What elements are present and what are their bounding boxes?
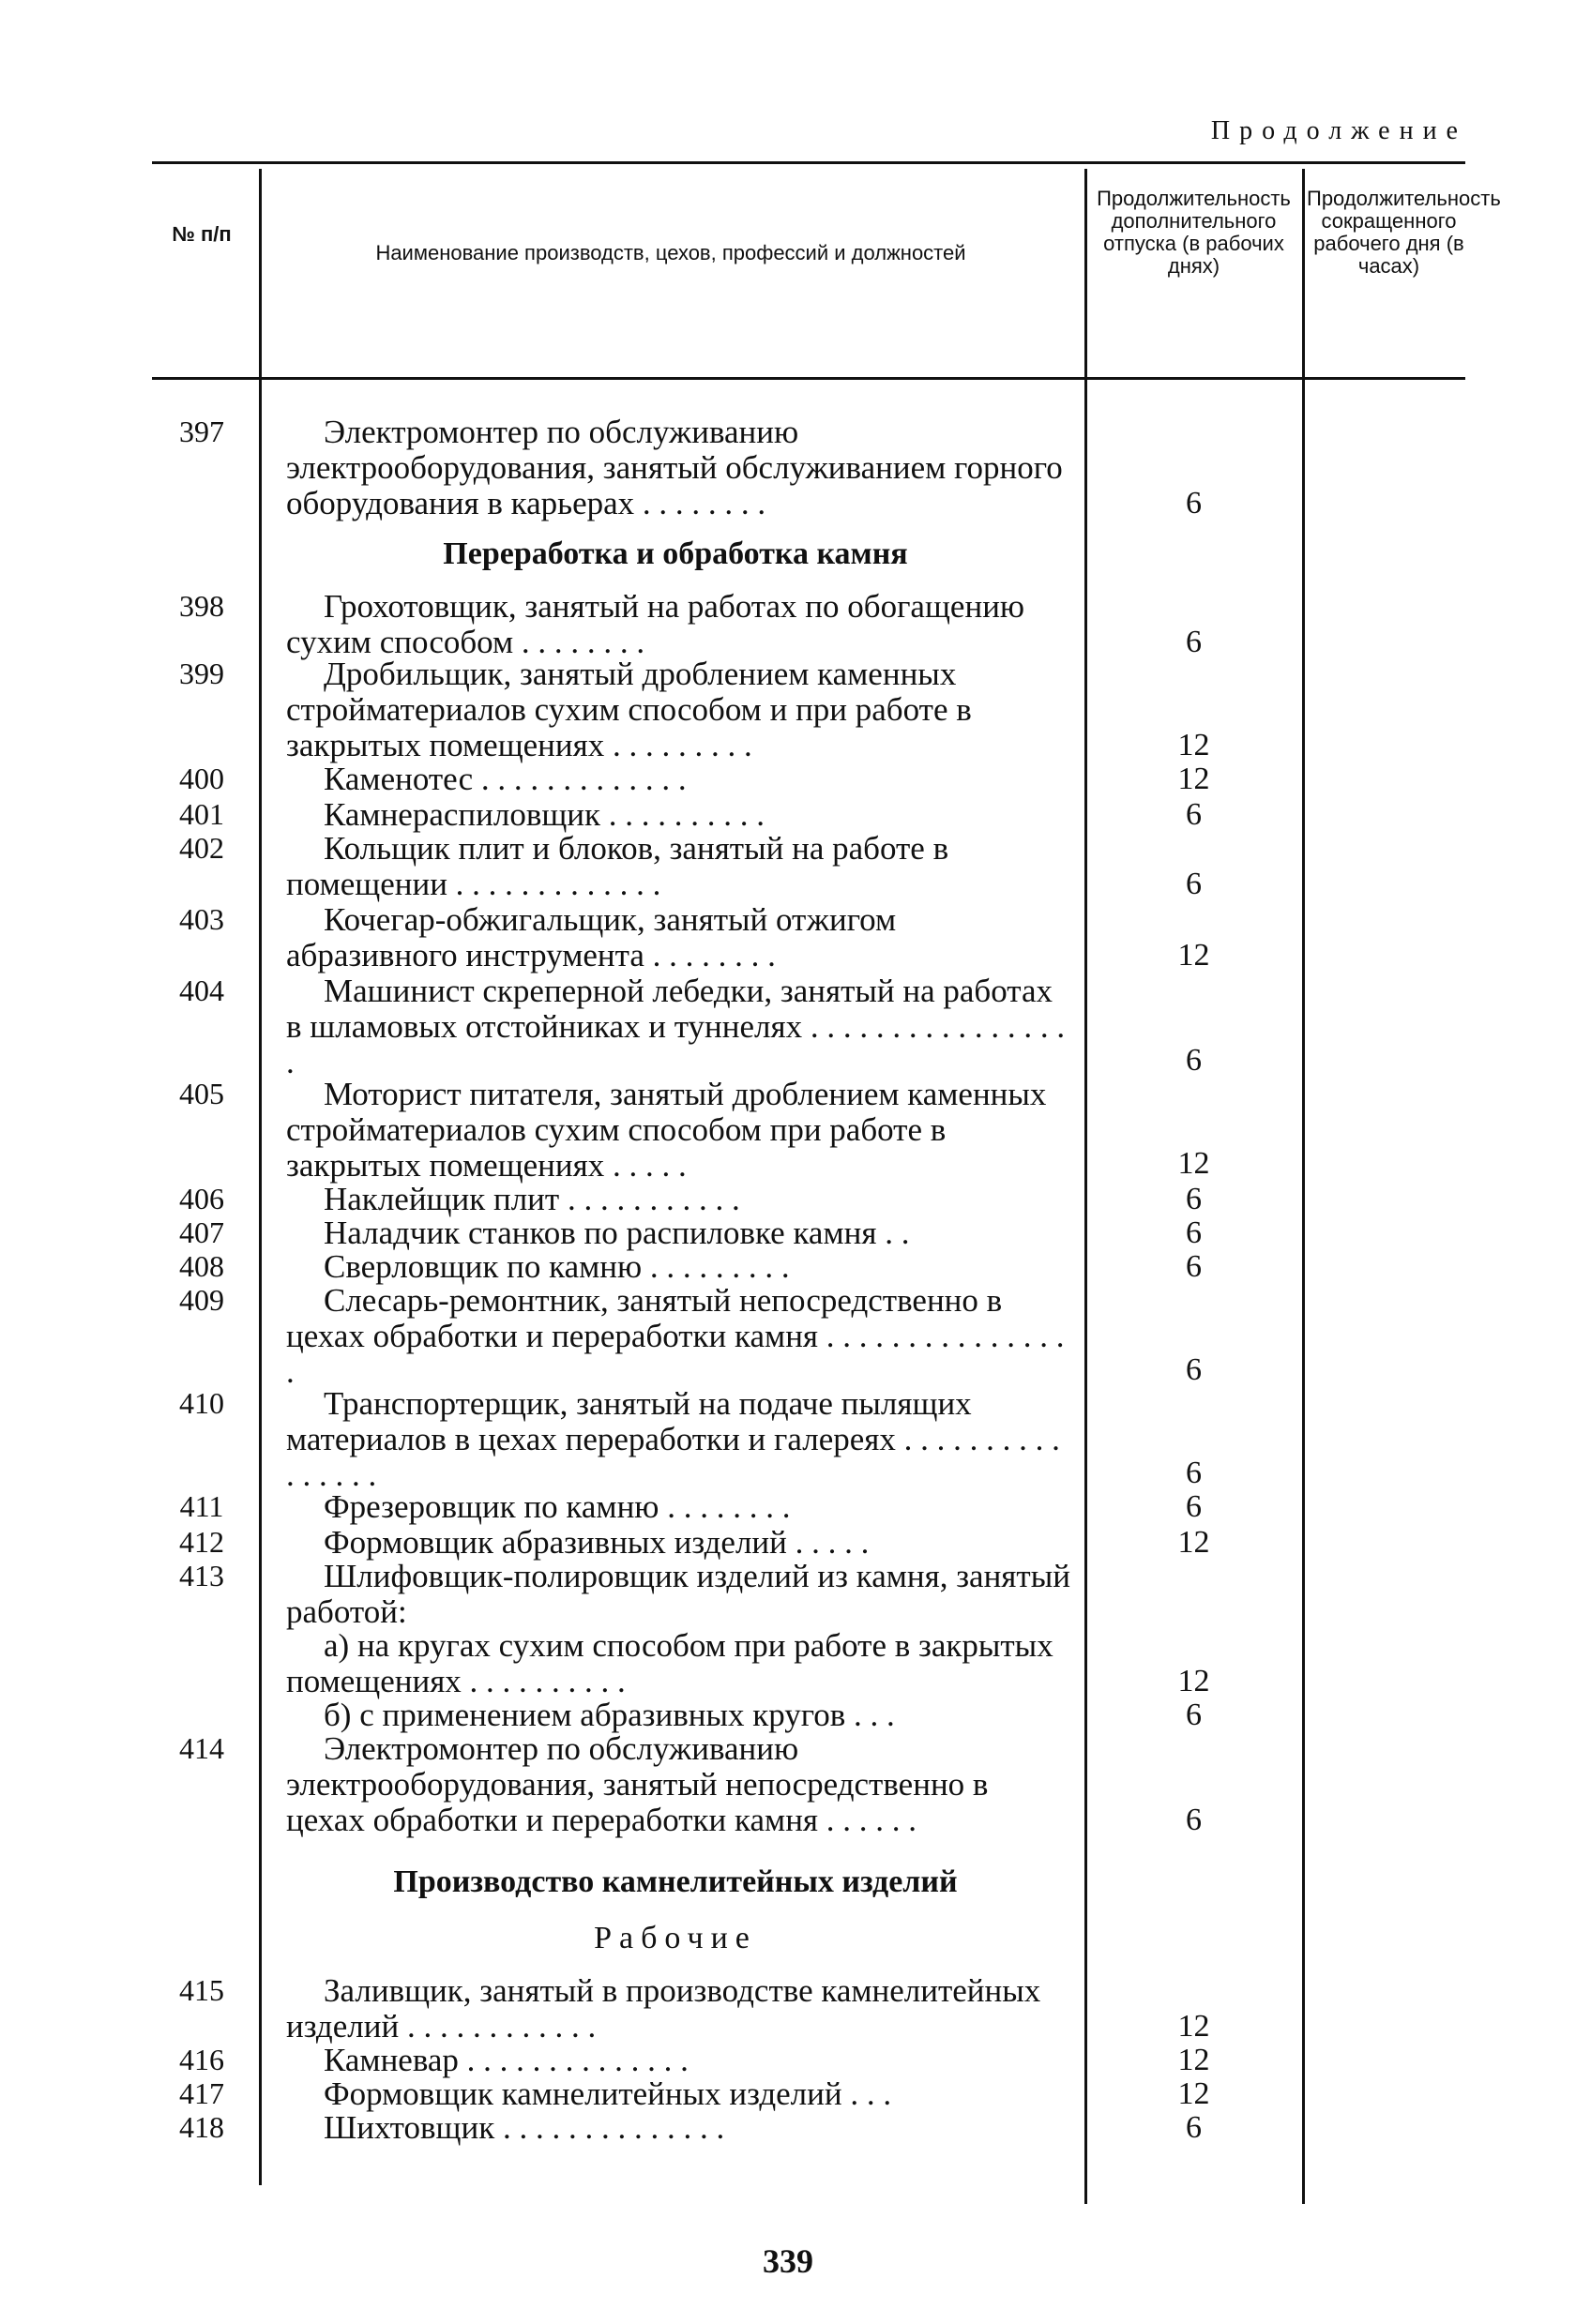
row-leave: 12: [1177, 2043, 1210, 2077]
row-number: 407: [179, 1215, 224, 1249]
row-name-sub: а) на кругах сухим способом при работе в закрытых помещениях . . . . . . . . . .: [286, 1628, 1053, 1699]
page-number: 339: [763, 2242, 813, 2280]
row-number: 415: [179, 1973, 224, 2007]
header-bottom-rule: [152, 377, 1465, 380]
row-number: 401: [179, 797, 224, 831]
row-name: Наладчик станков по распиловке камня . .: [324, 1215, 910, 1251]
row-leave: 12: [1177, 1525, 1210, 1560]
row-leave: 12: [1177, 2009, 1210, 2044]
row-name: Каменотес . . . . . . . . . . . . .: [324, 762, 687, 797]
row-name: Электромонтер по обслуживанию электрооборудования, занятый непосредственно в цехах обработки и переработки камня . . . . . .: [286, 1731, 989, 1838]
row-number: 410: [179, 1386, 224, 1420]
header-name: Наименование производств, цехов, профессий и должностей: [375, 241, 966, 264]
header-extra-leave: Продолжительность дополнительного отпуска (в рабочих днях): [1097, 187, 1291, 278]
row-leave: 6: [1186, 1803, 1202, 1837]
row-name: Формовщик камнелитейных изделий . . .: [324, 2076, 892, 2112]
table-top-rule: [152, 161, 1465, 164]
row-number: 417: [179, 2076, 224, 2110]
row-number: 416: [179, 2043, 224, 2076]
row-name-sub: б) с применением абразивных кругов . . .: [324, 1698, 895, 1733]
row-leave: 6: [1186, 1249, 1202, 1284]
row-leave: 6: [1186, 486, 1202, 521]
row-number: 412: [179, 1525, 224, 1559]
row-leave: 6: [1186, 867, 1202, 901]
row-number: 400: [179, 762, 224, 795]
row-name: Фрезеровщик по камню . . . . . . . .: [324, 1489, 791, 1525]
row-number: 411: [179, 1489, 224, 1523]
row-leave: 6: [1186, 1352, 1202, 1387]
row-leave: 12: [1177, 1146, 1210, 1181]
row-leave: 6: [1186, 2110, 1202, 2145]
row-number: 404: [179, 973, 224, 1007]
row-leave: 12: [1177, 1664, 1210, 1698]
row-name: Шлифовщик-полировщик изделий из камня, занятый работой:: [286, 1559, 1070, 1630]
row-leave: 6: [1186, 1489, 1202, 1524]
row-name: Моторист питателя, занятый дроблением каменных стройматериалов сухим способом при работе в закрытых помещениях . . . . .: [286, 1077, 1047, 1184]
row-name: Формовщик абразивных изделий . . . . .: [324, 1525, 870, 1561]
row-leave: 6: [1186, 1456, 1202, 1490]
column-divider-num: [259, 169, 262, 2185]
row-name: Сверловщик по камню . . . . . . . . .: [324, 1249, 790, 1285]
section-title-stone: Переработка и обработка камня: [443, 536, 908, 571]
row-name: Грохотовщик, занятый на работах по обогащению сухим способом . . . . . . . .: [286, 589, 1025, 660]
row-leave: 6: [1186, 1043, 1202, 1078]
section-subtitle-workers: Рабочие: [594, 1921, 757, 1955]
continuation-label: Продолжение: [1210, 116, 1467, 145]
row-name: Слесарь-ремонтник, занятый непосредственно в цехах обработки и переработки камня . . . . . . . . . . . . . . . .: [286, 1283, 1065, 1390]
row-name: Камневар . . . . . . . . . . . . . .: [324, 2043, 689, 2078]
row-leave: 12: [1177, 2076, 1210, 2111]
row-number: 399: [179, 656, 224, 690]
row-leave: 6: [1186, 1182, 1202, 1216]
column-divider-leave: [1302, 169, 1305, 2204]
row-name: Наклейщик плит . . . . . . . . . . .: [324, 1182, 740, 1217]
column-divider-name: [1084, 169, 1087, 2204]
row-number: 409: [179, 1283, 224, 1317]
row-name: Машинист скреперной лебедки, занятый на работах в шламовых отстойниках и туннелях . . . . . . . . . . . . . . . . .: [286, 973, 1066, 1080]
header-number: № п/п: [172, 222, 232, 246]
row-name: Дробильщик, занятый дроблением каменных стройматериалов сухим способом и при работе в закрытых помещениях . . . . . . . . .: [286, 656, 972, 763]
row-number: 418: [179, 2110, 224, 2144]
row-number: 408: [179, 1249, 224, 1283]
row-name: Кочегар-обжигальщик, занятый отжигом абразивного инструмента . . . . . . . .: [286, 902, 897, 973]
row-leave: 6: [1186, 625, 1202, 659]
row-number: 397: [179, 415, 224, 448]
row-leave: 6: [1186, 1698, 1202, 1732]
row-number: 403: [179, 902, 224, 936]
row-name: Заливщик, занятый в производстве камнелитейных изделий . . . . . . . . . . . .: [286, 1973, 1041, 2045]
header-short-day: Продолжительность сокращенного рабочего дня (в часах): [1307, 187, 1501, 278]
row-leave: 12: [1177, 762, 1210, 796]
row-leave: 6: [1186, 797, 1202, 832]
row-leave: 6: [1186, 1215, 1202, 1250]
row-leave: 12: [1177, 938, 1210, 973]
row-number: 406: [179, 1182, 224, 1215]
row-name: Электромонтер по обслуживанию электрооборудования, занятый обслуживанием горного оборудования в карьерах . . . . . . . .: [286, 415, 1063, 521]
row-number: 414: [179, 1731, 224, 1765]
row-number: 402: [179, 831, 224, 865]
row-name: Кольщик плит и блоков, занятый на работе в помещении . . . . . . . . . . . . .: [286, 831, 949, 902]
row-number: 405: [179, 1077, 224, 1110]
row-name: Камнераспиловщик . . . . . . . . . .: [324, 797, 765, 833]
row-number: 413: [179, 1559, 224, 1592]
row-name: Транспортерщик, занятый на подаче пылящих материалов в цехах переработки и галереях . . . . . . . . . . . . . . . .: [286, 1386, 1060, 1493]
row-name: Шихтовщик . . . . . . . . . . . . . .: [324, 2110, 725, 2146]
section-title-cast: Производство камнелитейных изделий: [393, 1864, 958, 1899]
row-leave: 12: [1177, 728, 1210, 762]
row-number: 398: [179, 589, 224, 623]
